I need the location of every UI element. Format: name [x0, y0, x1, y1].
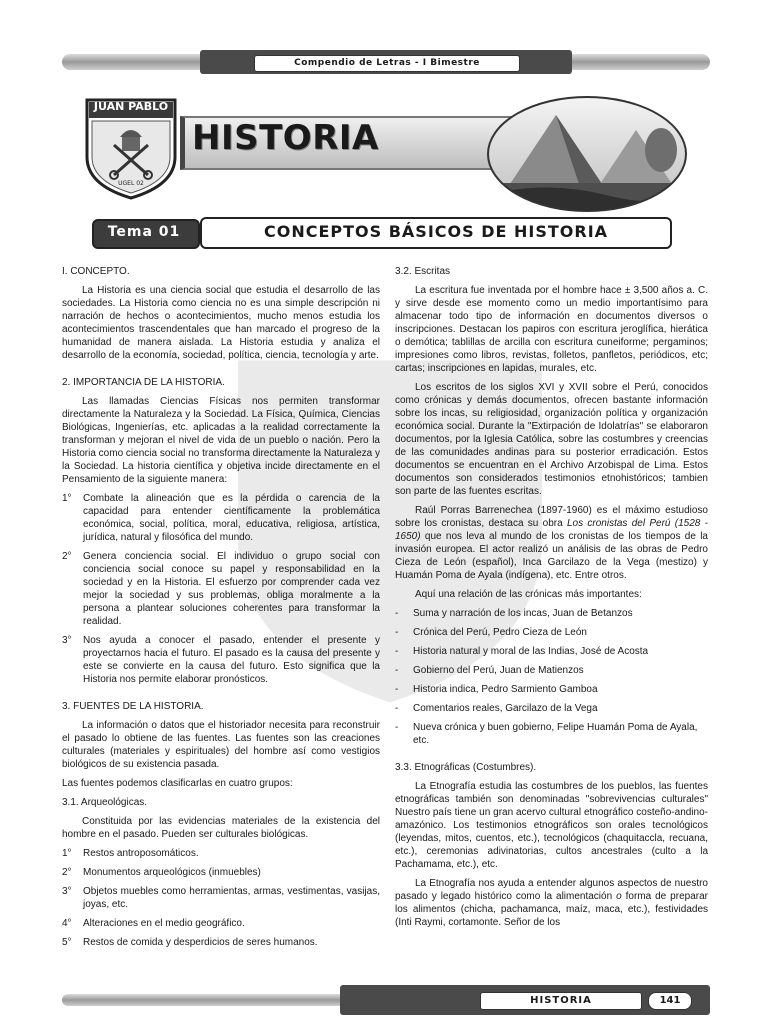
section-3-2-paragraph: La escritura fue inventada por el hombre hace ± 3,500 años a. C. y sirve desde ese momento como un medio importantísimo para almacenar todo tipo de información en documentos diversos o inscripciones. Destacan los papiros con escritura jeroglífica, hierática o demótica; tablillas de arcilla con escritura cuneiforme; pergaminos; impresiones como libros, revistas, folletos, panfletos, periódicos, etc; cartas; inscripciones en lapidas, murales, etc. [395, 285, 708, 374]
chronicle-item: - Suma y narración de los incas, Juan de Betanzos [395, 608, 633, 619]
chronicle-item: - Crónica del Perú, Pedro Cieza de León [395, 627, 587, 638]
list-item [62, 847, 380, 860]
section-1-paragraph: La Historia es una ciencia social que estudia el desarrollo de las sociedades. La Historia como ciencia no es una simple descripción ni narración de hechos o acontecimientos, mucho menos estudia los acontecimientos trascendentales que han marcado el progreso de la humanidad de manera aislada. La Historia estudia y analiza el desarrollo de la economía, sociedad, política, ciencia, tecnología y arte. [62, 285, 380, 361]
ugel-label: UGEL 02 [118, 180, 144, 187]
list-item [62, 866, 380, 879]
list-item-text: Nos ayuda a conocer el pasado, entender el presente y proyectarnos hacia el futuro. El pasado es la causa del presente y este se convierte en la causa del futuro. Esto significa que la Historia nos permite elaborar pronósticos. [83, 635, 380, 685]
list-item-text: Objetos muebles como herramientas, armas, vestimentas, vasijas, joyas, etc. [83, 886, 380, 910]
history-collage-image [486, 95, 688, 213]
school-name: JUAN PABLO [93, 100, 169, 113]
list-item-number: 5° [62, 937, 72, 948]
list-item [62, 885, 380, 911]
section-3-1-heading: 3.1. Arqueológicas. [62, 797, 148, 808]
section-3-2-heading: 3.2. Escritas [395, 266, 451, 277]
list-item-text: Restos de comida y desperdicios de seres humanos. [83, 937, 318, 948]
list-item-text: Monumentos arqueológicos (inmuebles) [83, 867, 261, 878]
topic-title: CONCEPTOS BÁSICOS DE HISTORIA [263, 222, 609, 241]
section-3-heading: 3. FUENTES DE LA HISTORIA. [62, 701, 204, 712]
list-item-text: Restos antroposomáticos. [83, 848, 199, 859]
footer-subject: HISTORIA [480, 992, 642, 1010]
chronicles-intro: Aquí una relación de las crónicas más importantes: [415, 589, 642, 600]
section-2-paragraph: Las llamadas Ciencias Físicas nos permiten transformar directamente la Naturaleza y la Sociedad. La Física, Química, Ciencias Biológicas, Ingenierías, etc. aplicadas a la realidad correctamente la transforman y mejoran el nivel de vida de un pueblo o nación. Pero la Historia como ciencia social no transforma directamente la Naturaleza y la Sociedad. La historia científica y objetiva incide directamente en el Pensamiento de la siguiente manera: [62, 396, 380, 485]
section-3-2-paragraph-3 [395, 504, 708, 582]
porras-text: Raúl Porras Barrenechea (1897-1960) es el máximo estudioso sobre los cronistas, destaca su obra [395, 505, 708, 529]
list-item-text: Alteraciones en el medio geográfico. [83, 918, 245, 929]
page-number: 141 [648, 992, 692, 1010]
list-item-number: 3° [62, 635, 72, 646]
porras-text-cont: que nos leva al mundo de los cronistas de los tiempos de la invasión europea. El actor realizó un análisis de las obras de Pedro Cieza de León (español), Inca Garcilazo de la Vega (mestizo) y Huamán Poma de Ayala (indígena), etc. Entre otros. [395, 531, 708, 581]
list-item-text: Combate la alineación que es la pérdida o carencia de la capacidad para entender científicamente la problemática económica, social, política, moral, educativa, religiosa, artística, jurídica, natural y filosófica del mundo. [83, 493, 380, 543]
list-item [62, 492, 380, 544]
chronicle-item: - Historia indica, Pedro Sarmiento Gamboa [395, 684, 598, 695]
section-1-heading: I. CONCEPTO. [62, 266, 130, 277]
section-3-paragraph-2: Las fuentes podemos clasificarlas en cuatro grupos: [62, 778, 293, 789]
chronicle-item: - Gobierno del Perú, Juan de Matienzos [395, 665, 584, 676]
section-3-1-paragraph: Constituida por las evidencias materiales de la existencia del hombre en el pasado. Pueden ser culturales biológicas. [62, 816, 380, 840]
section-3-3-heading: 3.3. Etnográficas (Costumbres). [395, 762, 537, 773]
list-item-number: 2° [62, 867, 72, 878]
list-item [62, 634, 380, 686]
list-item-number: 4° [62, 918, 72, 929]
list-item-number: 2° [62, 551, 72, 562]
list-item-number: 1° [62, 848, 72, 859]
list-item [62, 550, 380, 628]
section-3-3-paragraph-2: La Etnografía nos ayuda a entender algunos aspectos de nuestro pasado y legado histórico como la alimentación o forma de preparar los alimentos (chicha, pachamanca, maíz, maca, etc.), festividades (Inti Raymi, cortamonte. Señor de los [395, 878, 708, 928]
section-3-2-paragraph-2: Los escritos de los siglos XVI y XVII sobre el Perú, conocidos como crónicas y demás documentos, ofrecen bastante información sobre los incas, su religiosidad, organización política y organización económica social. Durante la "Extirpación de Idolatrías" se elaboraron documentos, por la Iglesia Católica, sobre las costumbres y creencias de las comunidades andinas para su posterior erradicación. Estos documentos se encuentran en el Archivo Arzobispal de Lima. Estos documentos son considerados testimonios etnohistóricos; tambien son parte de las fuentes escritas. [395, 382, 708, 497]
list-item-number: 3° [62, 886, 72, 897]
right-column [395, 265, 708, 935]
chronicle-item: - Historia natural y moral de las Indias, José de Acosta [395, 646, 649, 657]
left-column [62, 265, 380, 955]
list-item [62, 917, 380, 930]
list-item-number: 1° [62, 493, 72, 504]
subject-title: HISTORIA [192, 118, 379, 158]
section-2-heading: 2. IMPORTANCIA DE LA HISTORIA. [62, 377, 225, 388]
tema-label: Tema 01 [107, 224, 181, 240]
section-3-3-paragraph: La Etnografía estudia las costumbres de los pueblos, las fuentes etnográficas también son denominadas "sobrevivencias culturales" Nuestro país tiene un gran acervo cultural etnográfico costeño-andino-amazónico. Los testimonios etnográficos son orales tecnológicos (leyendas, mitos, cuentos, etc.), tecnológicos (chaquitaccla, recuana, etc.), ceremonias adivinatorias, cultos ancestrales (culto a la Pachamama, etc.), etc. [395, 781, 708, 870]
chronicle-item: - Nueva crónica y buen gobierno, Felipe Huamán Poma de Ayala, etc. [395, 722, 698, 746]
list-item [62, 936, 380, 949]
chronicle-item: - Comentarios reales, Garcilazo de la Vega [395, 703, 598, 714]
book-title: Los cronistas del Perú (1528 - 1650) [395, 518, 708, 542]
section-3-paragraph: La información o datos que el historiador necesita para reconstruir el pasado lo obtiene de las fuentes. Las fuentes son las creaciones culturales (materiales y espirituales) del hombre así como vestigios biológicos de su existencia pasada. [62, 720, 380, 770]
compendium-banner: Compendio de Letras - I Bimestre [254, 55, 520, 72]
list-item-text: Genera conciencia social. El individuo o grupo social con conciencia social conoce su papel y responsabilidad en la sociedad y en la Historia. El esfuerzo por comprender cada vez mejor la sociedad y sus problemas, obliga moralmente a la persona a plantear soluciones coherentes para transformar la realidad. [83, 551, 380, 627]
